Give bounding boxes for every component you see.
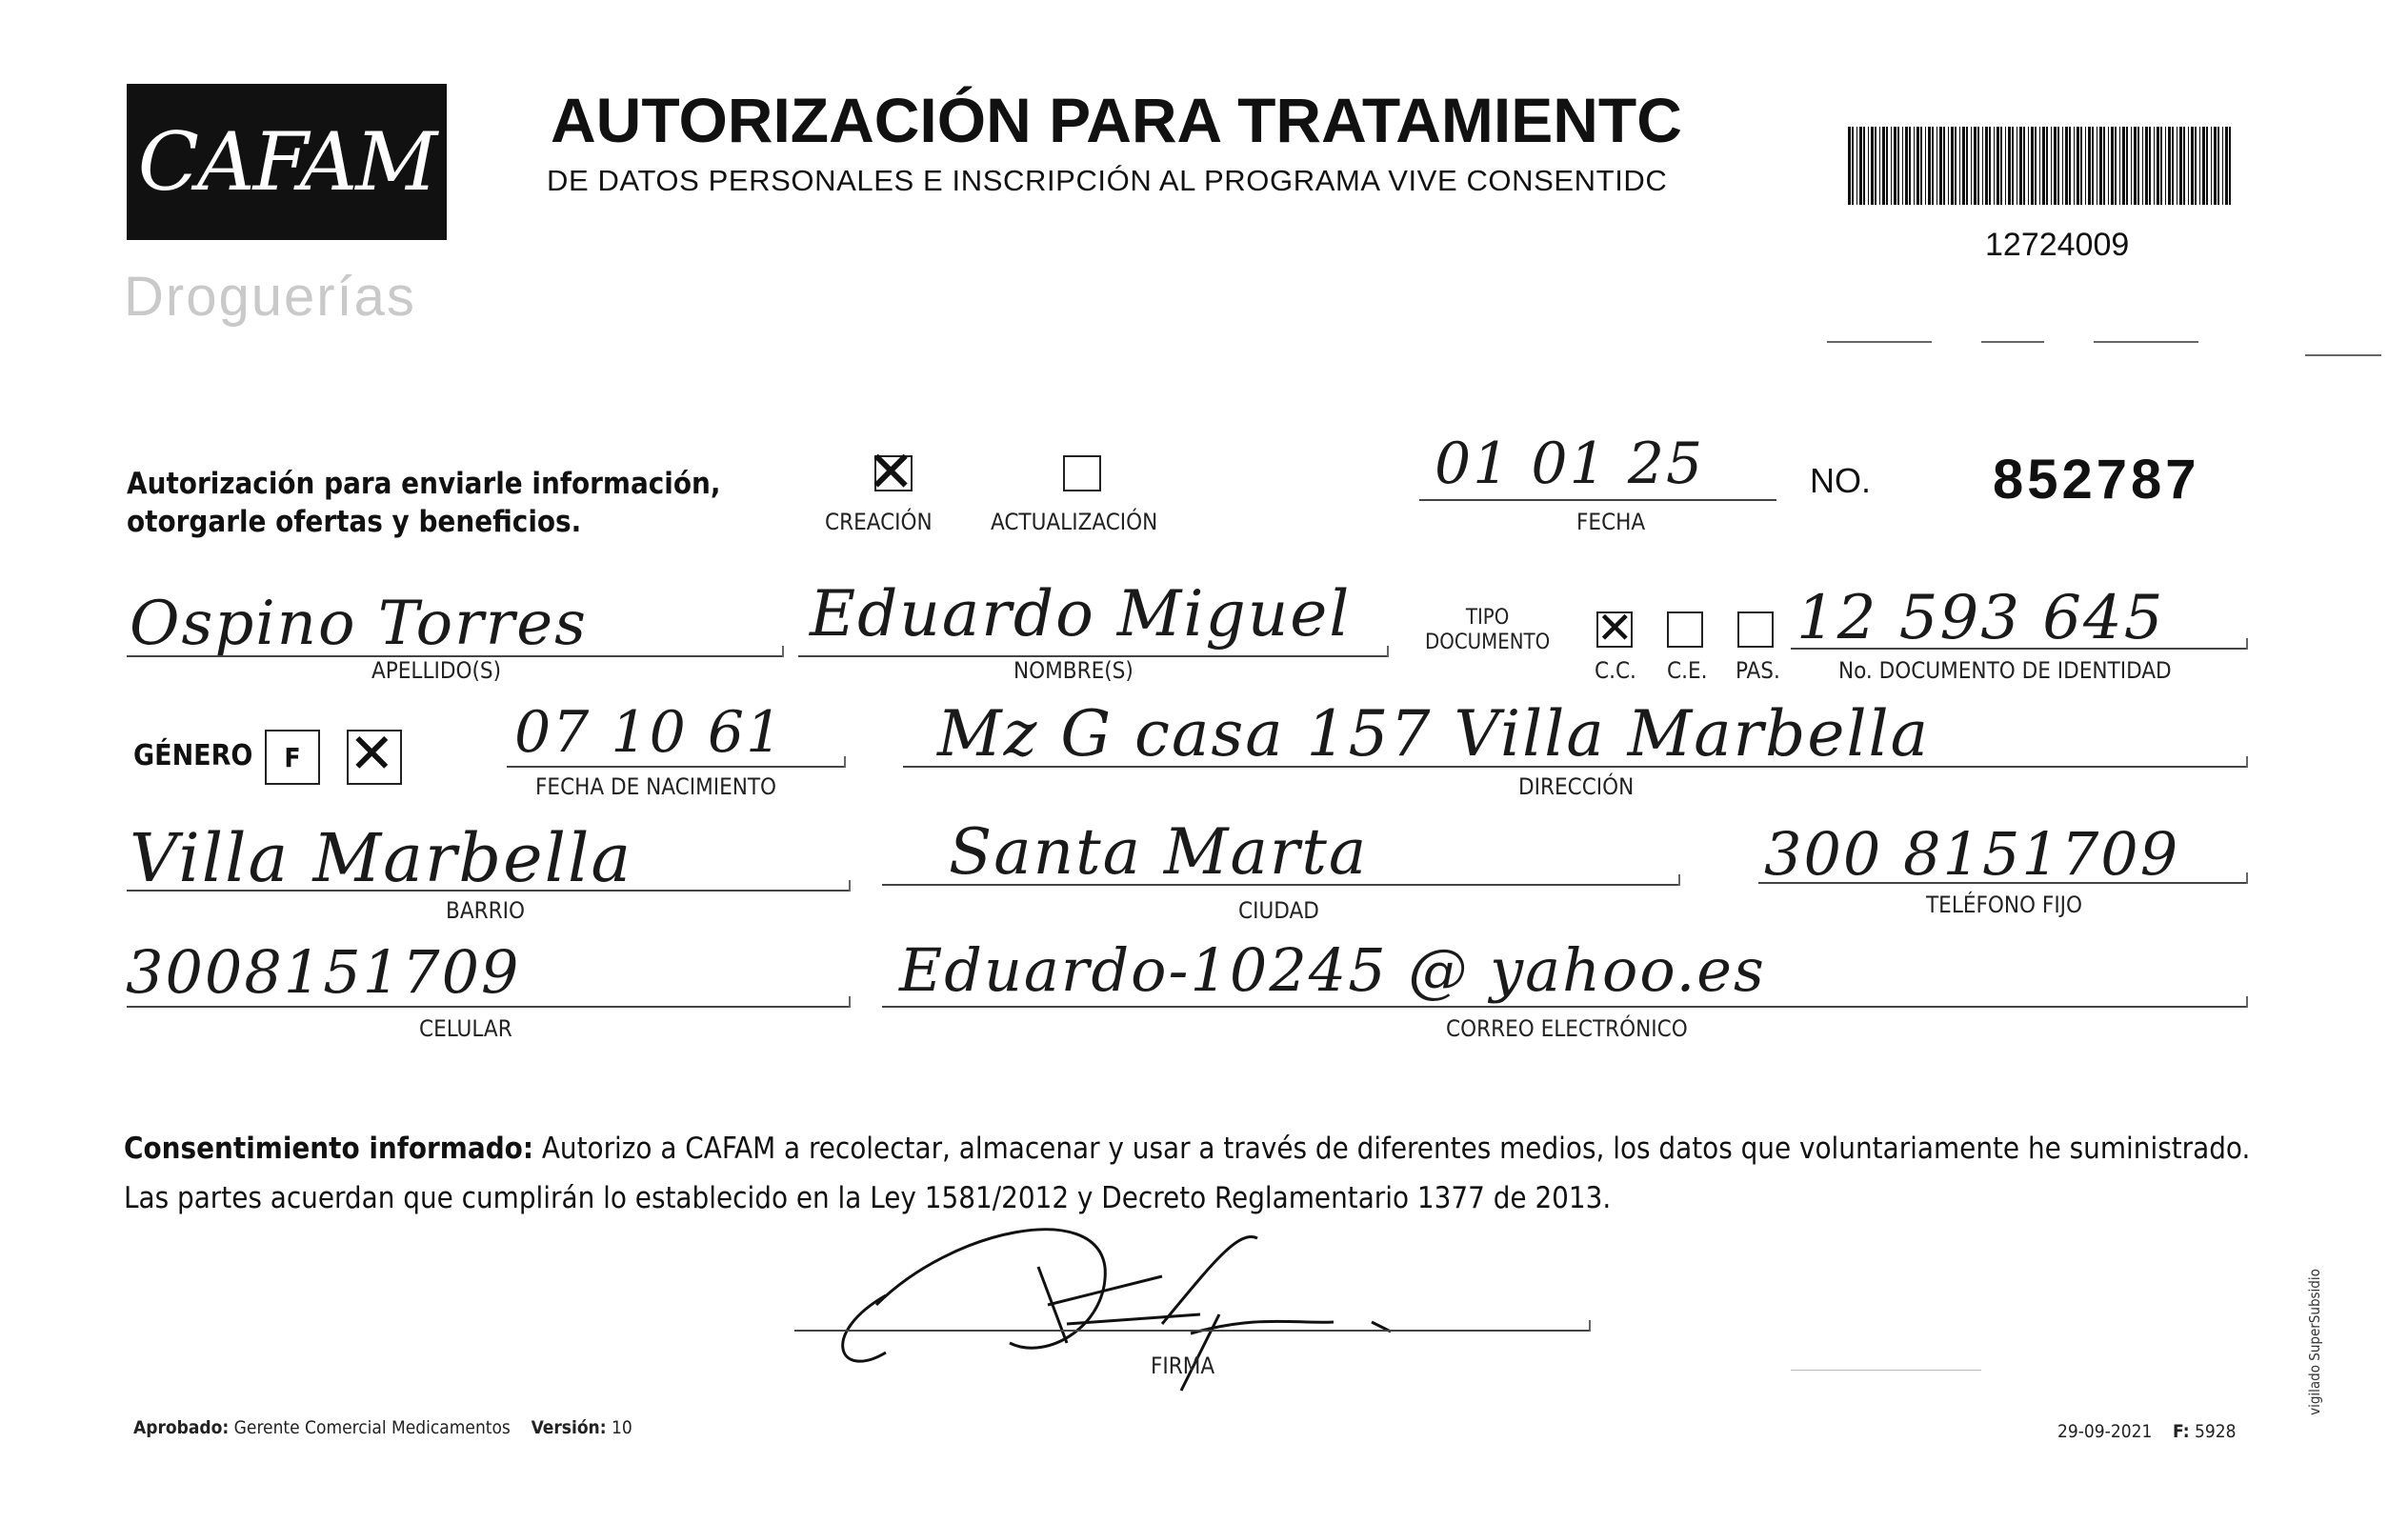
signature-guide-line xyxy=(1791,1370,1981,1371)
barcode-bar xyxy=(1939,127,1942,205)
tipo-label-2: DOCUMENTO xyxy=(1425,631,1551,654)
barcode-bar xyxy=(2031,127,2034,205)
field-tick xyxy=(849,880,851,892)
barcode-bar xyxy=(1985,127,1988,205)
apellidos-value: Ospino Torres xyxy=(130,589,588,659)
vigilado-side-text: vigilado SuperSubsidio xyxy=(2306,1269,2323,1415)
barcode-bar xyxy=(2225,127,2228,205)
barcode-bar xyxy=(1974,127,1977,205)
genero-m-check-mark: ✕ xyxy=(349,721,395,786)
field-tick xyxy=(2246,638,2248,650)
barcode-bar xyxy=(2137,127,2139,205)
barcode-bar xyxy=(2168,127,2171,205)
barcode-bar xyxy=(2214,127,2217,205)
correo-line xyxy=(882,1006,2248,1008)
creacion-label: CREACIÓN xyxy=(825,509,933,535)
barcode-bar xyxy=(1909,127,1911,205)
footer-date-code xyxy=(2057,1421,2236,1442)
barcode-bar xyxy=(2172,127,2174,205)
no-label: NO. xyxy=(1810,461,1872,500)
cafam-logo xyxy=(127,84,447,240)
firma-line xyxy=(794,1330,1591,1332)
cc-check-mark: ✕ xyxy=(1596,602,1634,653)
barcode-bar xyxy=(1994,127,1995,205)
footer-approval xyxy=(133,1417,632,1438)
field-tick xyxy=(782,646,784,657)
document-title: AUTORIZACIÓN PARA TRATAMIENTC xyxy=(551,85,1682,155)
barcode-bar xyxy=(2206,127,2208,205)
barcode-bar xyxy=(1902,127,1903,205)
footer-date: 29-09-2021 xyxy=(2057,1421,2153,1442)
celular-label: CELULAR xyxy=(419,1015,512,1042)
barcode-bar xyxy=(1955,127,1956,205)
barcode-bar xyxy=(2042,127,2045,205)
barcode xyxy=(1848,127,2238,205)
field-tick xyxy=(1678,874,1680,886)
ce-label: C.E. xyxy=(1667,657,1708,684)
barcode-bar xyxy=(2046,127,2048,205)
barcode-bar xyxy=(2179,127,2182,205)
ciudad-value: Santa Marta xyxy=(949,815,1369,889)
field-tick xyxy=(844,756,846,768)
ciudad-label: CIUDAD xyxy=(1238,897,1319,924)
barcode-bar xyxy=(1897,127,1899,205)
correo-value: Eduardo-10245 @ yahoo.es xyxy=(899,935,1766,1005)
cc-label: C.C. xyxy=(1595,657,1636,684)
barcode-bar xyxy=(2092,127,2094,205)
documento-line xyxy=(1791,648,2248,650)
barcode-bar xyxy=(1932,127,1934,205)
barcode-bar xyxy=(2131,127,2132,205)
firma-label: FIRMA xyxy=(1151,1353,1215,1379)
barcode-bar xyxy=(2005,127,2006,205)
barcode-bar xyxy=(2149,127,2151,205)
barcode-bar xyxy=(2115,127,2117,205)
barcode-bar xyxy=(1936,127,1937,205)
correo-label: CORREO ELECTRÓNICO xyxy=(1446,1015,1688,1042)
aprobado-value: Gerente Comercial Medicamentos xyxy=(233,1417,511,1438)
barcode-bar xyxy=(2008,127,2011,205)
field-tick xyxy=(2246,996,2248,1008)
barcode-bar xyxy=(2054,127,2057,205)
barcode-bar xyxy=(2074,127,2075,205)
barcode-bar xyxy=(2222,127,2223,205)
barcode-bar xyxy=(2099,127,2102,205)
barcode-bar xyxy=(1868,127,1869,205)
barcode-bar xyxy=(1951,127,1954,205)
barcode-bar xyxy=(1971,127,1972,205)
barcode-bar xyxy=(2195,127,2197,205)
barcode-bar xyxy=(2012,127,2014,205)
barcode-bar xyxy=(1916,127,1919,205)
telefono-value: 300 8151709 xyxy=(1764,819,2180,889)
aprobado-label: Aprobado: xyxy=(133,1417,230,1438)
barcode-bar xyxy=(1886,127,1888,205)
ciudad-line xyxy=(882,884,1680,886)
field-tick xyxy=(2246,872,2248,884)
barcode-bar xyxy=(1925,127,1926,205)
barcode-bar xyxy=(2085,127,2086,205)
barcode-bar xyxy=(2211,127,2212,205)
separator-line xyxy=(1827,341,1932,343)
barcode-bar xyxy=(2122,127,2125,205)
pas-label: PAS. xyxy=(1736,657,1780,684)
apellidos-label: APELLIDO(S) xyxy=(371,657,502,684)
fecha-label: FECHA xyxy=(1576,509,1646,535)
barcode-bar xyxy=(1948,127,1949,205)
barcode-bar xyxy=(2000,127,2002,205)
consent-paragraph xyxy=(124,1124,2353,1223)
consent-line-2: Las partes acuerdan que cumplirán lo establecido en la Ley 1581/2012 y Decreto Reglamentario 1377 de 2013. xyxy=(124,1181,1612,1215)
f-value: 5928 xyxy=(2194,1421,2237,1442)
barcode-number: 12724009 xyxy=(1985,227,2130,263)
barcode-bar xyxy=(1997,127,1999,205)
barcode-bar xyxy=(2069,127,2071,205)
barcode-bar xyxy=(2023,127,2025,205)
barcode-bar xyxy=(2057,127,2059,205)
barcode-bar xyxy=(2157,127,2159,205)
nacimiento-label: FECHA DE NACIMIENTO xyxy=(535,773,777,800)
barcode-bar xyxy=(2119,127,2120,205)
barcode-bar xyxy=(1982,127,1983,205)
authorization-text xyxy=(127,465,720,541)
barrio-value: Villa Marbella xyxy=(130,819,633,897)
actualizacion-checkbox[interactable] xyxy=(1063,455,1101,491)
barcode-bar xyxy=(1989,127,1991,205)
celular-line xyxy=(127,1006,851,1008)
telefono-label: TELÉFONO FIJO xyxy=(1926,892,2083,918)
direccion-value: Mz G casa 157 Villa Marbella xyxy=(937,697,1931,771)
barcode-bar xyxy=(2111,127,2114,205)
barcode-bar xyxy=(2103,127,2105,205)
barcode-bar xyxy=(1977,127,1979,205)
barcode-bar xyxy=(2062,127,2063,205)
barcode-bar xyxy=(2035,127,2037,205)
barcode-bar xyxy=(2019,127,2022,205)
barcode-bar xyxy=(1920,127,1922,205)
barcode-bar xyxy=(1943,127,1945,205)
documento-value: 12 593 645 xyxy=(1796,583,2165,653)
barrio-line xyxy=(127,890,851,892)
barrio-label: BARRIO xyxy=(446,897,525,924)
barcode-bar xyxy=(1959,127,1960,205)
barcode-bar xyxy=(2165,127,2166,205)
barcode-bar xyxy=(2039,127,2040,205)
barcode-bar xyxy=(1875,127,1876,205)
documento-label: No. DOCUMENTO DE IDENTIDAD xyxy=(1838,657,2172,684)
barcode-bar xyxy=(1882,127,1885,205)
direccion-label: DIRECCIÓN xyxy=(1518,773,1635,800)
ce-checkbox[interactable] xyxy=(1667,611,1703,648)
nacimiento-value: 07 10 61 xyxy=(514,699,785,766)
barcode-bar xyxy=(2065,127,2068,205)
field-tick xyxy=(1387,646,1389,657)
f-label: F: xyxy=(2173,1421,2190,1442)
tipo-documento-label xyxy=(1425,606,1550,655)
barcode-bar xyxy=(2202,127,2205,205)
barcode-bar xyxy=(2229,127,2231,205)
barcode-bar xyxy=(2088,127,2091,205)
celular-value: 3008151709 xyxy=(126,937,521,1007)
tipo-label-1: TIPO xyxy=(1465,606,1510,630)
actualizacion-label: ACTUALIZACIÓN xyxy=(991,509,1158,535)
nacimiento-line xyxy=(507,766,846,768)
barcode-bar xyxy=(2051,127,2052,205)
logo-subtitle: Droguerías xyxy=(124,266,416,328)
barcode-bar xyxy=(1894,127,1896,205)
barcode-bar xyxy=(1852,127,1854,205)
genero-f-box[interactable] xyxy=(265,730,320,785)
telefono-line xyxy=(1758,882,2248,884)
consent-line-1 xyxy=(124,1124,2353,1173)
barcode-bar xyxy=(2145,127,2148,205)
separator-line xyxy=(2305,354,2381,356)
fecha-line xyxy=(1419,499,1776,501)
barcode-bar xyxy=(2191,127,2194,205)
authorization-line-1: Autorización para enviarle información, xyxy=(127,467,721,501)
barcode-bar xyxy=(1962,127,1965,205)
barcode-bar xyxy=(1928,127,1931,205)
barcode-bar xyxy=(1966,127,1968,205)
nombres-value: Eduardo Miguel xyxy=(810,577,1352,651)
separator-line xyxy=(1981,341,2044,343)
barcode-bar xyxy=(2199,127,2200,205)
barcode-bar xyxy=(2183,127,2185,205)
barcode-bar xyxy=(1905,127,1908,205)
barcode-bar xyxy=(1914,127,1915,205)
barcode-bar xyxy=(1879,127,1880,205)
genero-label: GÉNERO xyxy=(133,739,253,772)
field-tick xyxy=(849,996,851,1008)
direccion-line xyxy=(903,766,2248,768)
barcode-bar xyxy=(1863,127,1865,205)
barcode-bar xyxy=(2188,127,2189,205)
document-subtitle: DE DATOS PERSONALES E INSCRIPCIÓN AL PROGRAMA VIVE CONSENTIDC xyxy=(547,164,1668,197)
barcode-bar xyxy=(2108,127,2109,205)
version-label: Versión: xyxy=(531,1417,607,1438)
barcode-bar xyxy=(2154,127,2155,205)
authorization-line-2: otorgarle ofertas y beneficios. xyxy=(127,505,582,539)
field-tick xyxy=(2246,756,2248,768)
barcode-bar xyxy=(2160,127,2162,205)
field-tick xyxy=(1589,1320,1591,1332)
consent-lead: Consentimiento informado: xyxy=(124,1132,533,1166)
separator-line xyxy=(2094,341,2198,343)
barcode-bar xyxy=(2028,127,2029,205)
barcode-bar xyxy=(1891,127,1892,205)
barcode-bar xyxy=(2077,127,2079,205)
barcode-bar xyxy=(2126,127,2128,205)
consent-text-1: Autorizo a CAFAM a recolectar, almacenar y usar a través de diferentes medios, los datos que voluntariamente he suministrado. xyxy=(532,1132,2251,1166)
barcode-bar xyxy=(1859,127,1862,205)
barcode-bar xyxy=(2080,127,2082,205)
creacion-check-mark: ✕ xyxy=(867,439,915,506)
barcode-bar xyxy=(2134,127,2137,205)
fecha-value: 01 01 25 xyxy=(1435,431,1705,497)
genero-f-label: F xyxy=(284,741,301,773)
barcode-bar xyxy=(1856,127,1857,205)
barcode-bar xyxy=(1871,127,1874,205)
pas-checkbox[interactable] xyxy=(1737,611,1774,648)
serial-number: 852787 xyxy=(1993,449,2200,511)
logo-text: CAFAM xyxy=(137,115,436,209)
version-value: 10 xyxy=(612,1417,632,1438)
nombres-label: NOMBRE(S) xyxy=(1013,657,1134,684)
barcode-bar xyxy=(1848,127,1851,205)
barcode-bar xyxy=(2142,127,2143,205)
barcode-bar xyxy=(2217,127,2219,205)
